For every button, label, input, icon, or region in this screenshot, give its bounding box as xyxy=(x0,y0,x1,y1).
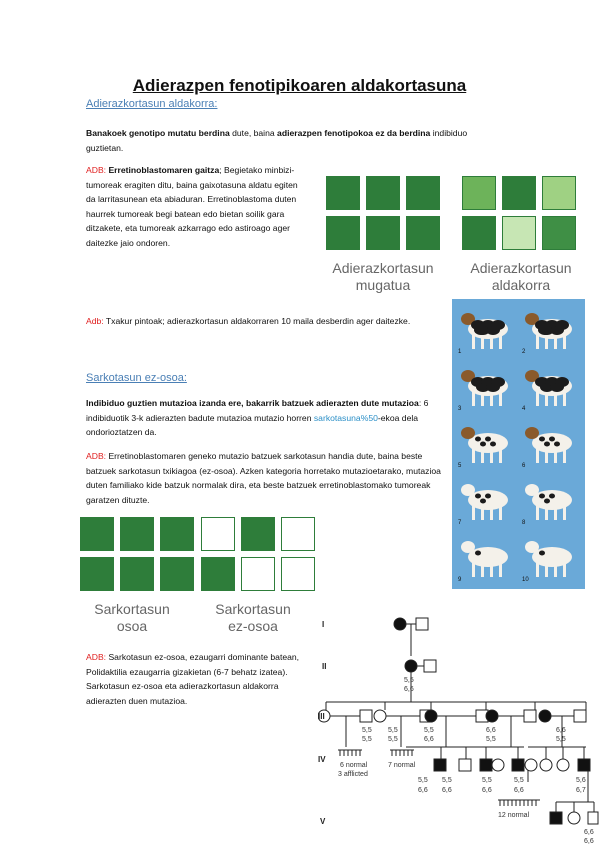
generation-label: V xyxy=(320,817,326,826)
colored-square xyxy=(281,557,315,591)
constant-expressivity-grid xyxy=(326,176,440,250)
finger-count: 6,6 xyxy=(556,727,566,734)
colored-square xyxy=(502,176,536,210)
colored-square xyxy=(120,557,154,591)
example-dogs xyxy=(86,314,446,329)
caption-line: osoa xyxy=(116,618,148,634)
penetrance-example xyxy=(86,449,441,507)
polydactyly-example xyxy=(86,650,308,708)
example-prefix: ADB: xyxy=(86,451,109,461)
generation-label: IV xyxy=(318,755,326,764)
colored-square xyxy=(201,517,235,551)
colored-square xyxy=(366,176,400,210)
finger-count: 6,6 xyxy=(584,838,594,845)
caption-line: Adierazkortasun xyxy=(332,260,434,276)
colored-square xyxy=(201,557,235,591)
dog-number: 8 xyxy=(522,520,526,526)
polydactyly-pedigree xyxy=(318,612,599,848)
dog-figure xyxy=(522,427,572,469)
finger-count: 6,6 xyxy=(584,829,594,836)
finger-count: 5,5 xyxy=(404,677,414,684)
penetrance-paragraph xyxy=(86,396,441,440)
finger-count: 5,5 xyxy=(388,736,398,743)
dog-figure xyxy=(458,370,508,412)
variable-expressivity-grid xyxy=(462,176,576,250)
intro-bold-1: Banakoek genotipo mutatu berdina xyxy=(86,128,230,138)
dog-figure xyxy=(522,370,572,412)
colored-square xyxy=(80,557,114,591)
caption-line: ez-osoa xyxy=(228,618,278,634)
finger-count: 5,5 xyxy=(486,736,496,743)
dog-number: 4 xyxy=(522,406,526,412)
colored-square xyxy=(462,176,496,210)
example-prefix: Adb: xyxy=(86,316,106,326)
finger-count: 5,5 xyxy=(362,727,372,734)
dog-figure xyxy=(522,541,572,583)
dog-number: 2 xyxy=(522,349,526,355)
dog-number: 6 xyxy=(522,463,526,469)
colored-square xyxy=(160,557,194,591)
generation-label: II xyxy=(322,662,327,671)
caption-incomplete-penetrance xyxy=(183,601,323,635)
section-heading-expressivity: Adierazkortasun aldakorra: xyxy=(86,98,218,110)
dog-figure xyxy=(522,484,572,526)
normal-count: 6 normal xyxy=(340,762,368,769)
intro-bold-2: adierazpen fenotipokoa ez da berdina xyxy=(277,128,431,138)
colored-square xyxy=(326,176,360,210)
example-retinoblastoma xyxy=(86,163,308,250)
colored-square xyxy=(462,216,496,250)
complete-penetrance-grid xyxy=(80,517,194,591)
dog-number: 5 xyxy=(458,463,462,469)
caption-line: Sarkortasun xyxy=(94,601,170,617)
penetrance-end: -ekoa dela ondorioztatzen da. xyxy=(86,412,419,437)
finger-count: 5,5 xyxy=(362,736,372,743)
dog-figure xyxy=(522,313,572,355)
finger-count: 6,6 xyxy=(486,727,496,734)
finger-count: 6,6 xyxy=(482,787,492,794)
example-prefix: ADB: xyxy=(86,652,109,662)
afflicted-count: 3 afflicted xyxy=(338,771,368,778)
section-heading-penetrance: Sarkotasun ez-osoa: xyxy=(86,372,187,384)
intro-mid: dute, baina xyxy=(229,128,278,138)
finger-count: 6,6 xyxy=(418,787,428,794)
colored-square xyxy=(281,517,315,551)
finger-count: 5,5 xyxy=(388,727,398,734)
finger-count: 5,5 xyxy=(418,777,428,784)
dog-number: 9 xyxy=(458,577,462,583)
dog-figure xyxy=(458,484,508,526)
finger-count: 6,6 xyxy=(514,787,524,794)
penetrance-bold: Indibiduo guztien mutazioa izanda ere, bakarrik batzuek adierazten dute mutazioa xyxy=(86,398,419,408)
colored-square xyxy=(241,517,275,551)
colored-square xyxy=(326,216,360,250)
finger-count: 5,6 xyxy=(576,777,586,784)
colored-square xyxy=(502,216,536,250)
example-text: Sarkotasun ez-osoa, ezaugarri dominante batean, Polidaktilia ezaugarria gizakietan (6-7 behatz izatea). Sarkotasun ez-osoa eta adierazkortasun aldakorra adierazten duen mutazioa. xyxy=(86,652,300,706)
finger-count: 6,6 xyxy=(442,787,452,794)
example-prefix: ADB: xyxy=(86,165,109,175)
dog-number: 10 xyxy=(522,577,529,583)
caption-line: mugatua xyxy=(355,277,411,293)
penetrance-text: : 6 indibiduotik 3-k adierazten badute mutazioa mutazio horren xyxy=(86,398,429,423)
finger-count: 6,6 xyxy=(424,736,434,743)
finger-count: 6,7 xyxy=(576,787,586,794)
finger-count: 5,5 xyxy=(442,777,452,784)
example-text: Erretinoblastomaren geneko mutazio batzuek sarkotasun handia dute, baina beste batzuek sarkotasun txikiagoa (ez-osoa). Azken kategoria horretako mutazioetarako, mutazioa duten familiako kide batzuk normalak dira, eta beste batzuek erretinoblastomako tumoreak garatzen dituzte. xyxy=(86,451,441,505)
colored-square xyxy=(241,557,275,591)
dogs-svg xyxy=(452,299,585,589)
dog-number: 1 xyxy=(458,349,462,355)
pedigree-svg xyxy=(318,612,599,848)
dog-figure xyxy=(458,313,508,355)
dog-figure xyxy=(458,541,508,583)
dog-figure xyxy=(458,427,508,469)
example-text: ; Begietako minbizi-tumoreak eragiten ditu, baina gaixotasuna aldatu egiten da larritasunean eta abiaduran. Erretinoblastoma duten haurrek tumoreak begi batean edo bietan soilik gara ditzakete, eta tumoreak azkarrago edo astiroago ager daitezke jaio ondoren. xyxy=(86,165,298,248)
generation-label: III xyxy=(318,712,325,721)
spotted-dogs-image xyxy=(452,299,585,589)
caption-complete-penetrance xyxy=(62,601,202,635)
colored-square xyxy=(542,216,576,250)
colored-square xyxy=(542,176,576,210)
finger-count: 5,5 xyxy=(482,777,492,784)
colored-square xyxy=(406,216,440,250)
normal-count: 7 normal xyxy=(388,762,416,769)
finger-count: 5,5 xyxy=(424,727,434,734)
caption-variable-expressivity xyxy=(446,260,596,294)
colored-square xyxy=(406,176,440,210)
dog-number: 3 xyxy=(458,406,462,412)
incomplete-penetrance-grid xyxy=(201,517,315,591)
example-text: Txakur pintoak; adierazkortasun aldakorraren 10 maila desberdin ager daitezke. xyxy=(105,316,411,326)
intro-paragraph xyxy=(86,126,486,155)
colored-square xyxy=(366,216,400,250)
example-bold: Erretinoblastomaren gaitza xyxy=(108,165,220,175)
finger-count: 5,5 xyxy=(556,736,566,743)
generation-label: I xyxy=(322,620,325,629)
penetrance-highlight: sarkotasuna%50 xyxy=(313,412,378,423)
caption-constant-expressivity xyxy=(308,260,458,294)
caption-line: Adierazkortasun xyxy=(470,260,572,276)
normal-count: 12 normal xyxy=(498,812,530,819)
colored-square xyxy=(160,517,194,551)
page-title: Adierazpen fenotipikoaren aldakortasuna xyxy=(132,76,467,95)
caption-line: Sarkortasun xyxy=(215,601,291,617)
caption-line: aldakorra xyxy=(491,277,551,293)
dog-number: 7 xyxy=(458,520,462,526)
colored-square xyxy=(120,517,154,551)
intro-end: indibiduo guztietan. xyxy=(86,128,468,153)
colored-square xyxy=(80,517,114,551)
finger-count: 6,6 xyxy=(404,686,414,693)
finger-count: 5,5 xyxy=(514,777,524,784)
